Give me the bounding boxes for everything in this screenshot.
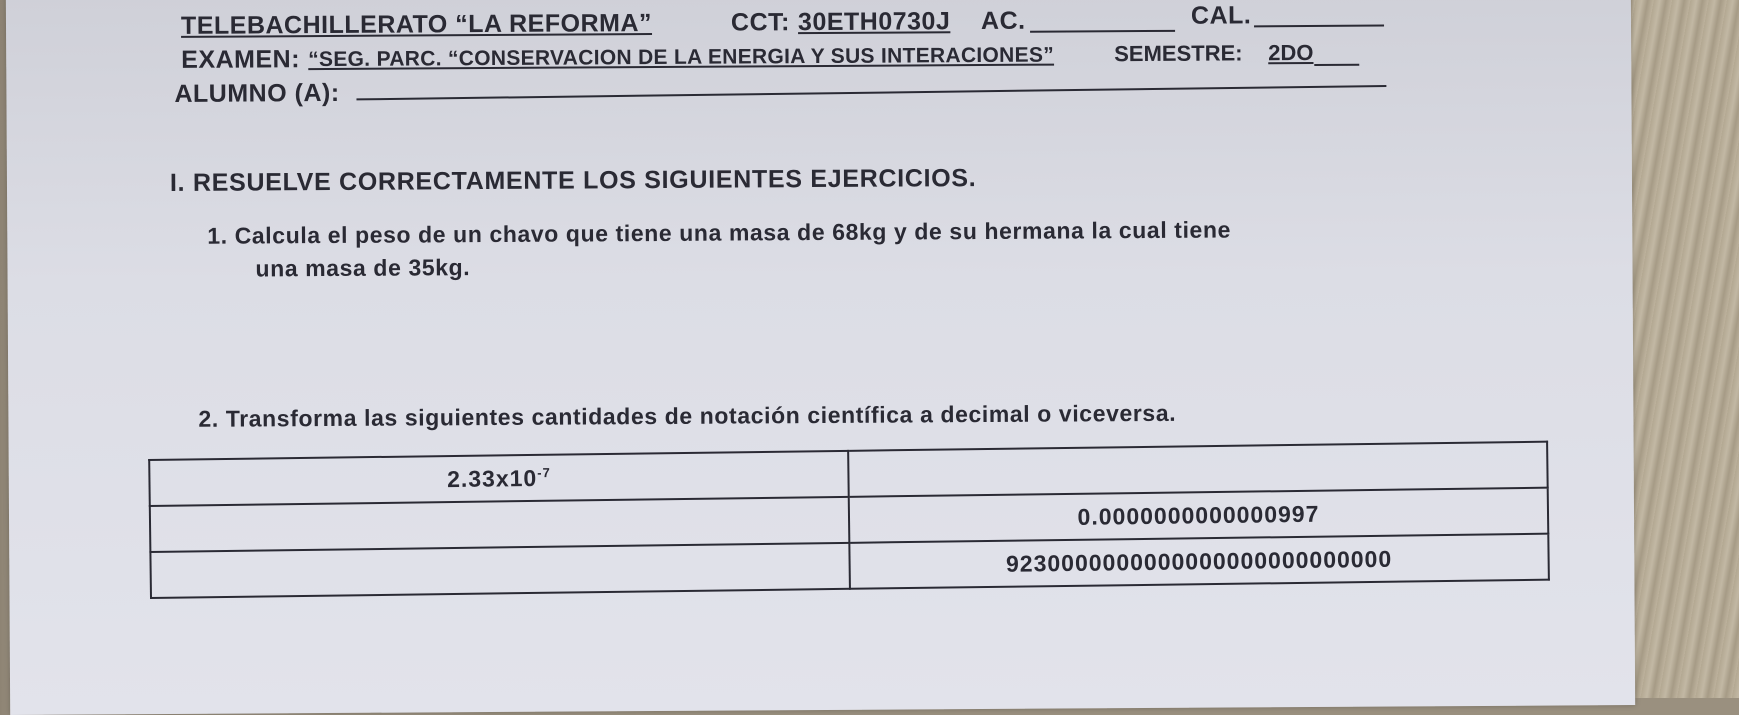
question-2: 2. Transforma las siguientes cantidades de notación científica a decimal o viceversa. [198, 399, 1177, 432]
semester-blank [1314, 64, 1359, 66]
ac-blank [1030, 30, 1175, 33]
cct-value: 30ETH0730J [797, 7, 951, 37]
exam-sheet [6, 0, 1635, 715]
exam-title: “SEG. PARC. “CONSERVACION DE LA ENERGIA Y SUS INTERACIONES” [308, 43, 1055, 72]
conversion-table [148, 441, 1550, 599]
question-1-line-2: una masa de 35kg. [255, 254, 471, 282]
cct-label: CCT: [730, 8, 791, 37]
cal-blank [1254, 25, 1384, 28]
semester-value: 2DO [1268, 39, 1314, 66]
student-label: ALUMNO (A): [174, 78, 340, 108]
sci-base: 2.33x10 [446, 464, 538, 492]
exam-label: EXAMEN: [181, 45, 301, 74]
cal-label: CAL. [1190, 1, 1252, 30]
table-cell: 9230000000000000000000000000 [849, 534, 1549, 589]
question-1-line-1: 1. Calcula el peso de un chavo que tiene una masa de 68kg y de su hermana la cual tiene [207, 216, 1232, 249]
student-blank [356, 85, 1386, 100]
ac-label: AC. [980, 6, 1026, 36]
sci-exponent: -7 [537, 464, 551, 480]
school-name: TELEBACHILLERATO “LA REFORMA” [180, 9, 653, 40]
section-title: I. RESUELVE CORRECTAMENTE LOS SIGUIENTES EJERCICIOS. [169, 164, 977, 197]
table-cell[interactable] [150, 543, 850, 598]
table-cell: 0.0000000000000997 [849, 488, 1549, 543]
semester-label: SEMESTRE: [1114, 40, 1243, 67]
